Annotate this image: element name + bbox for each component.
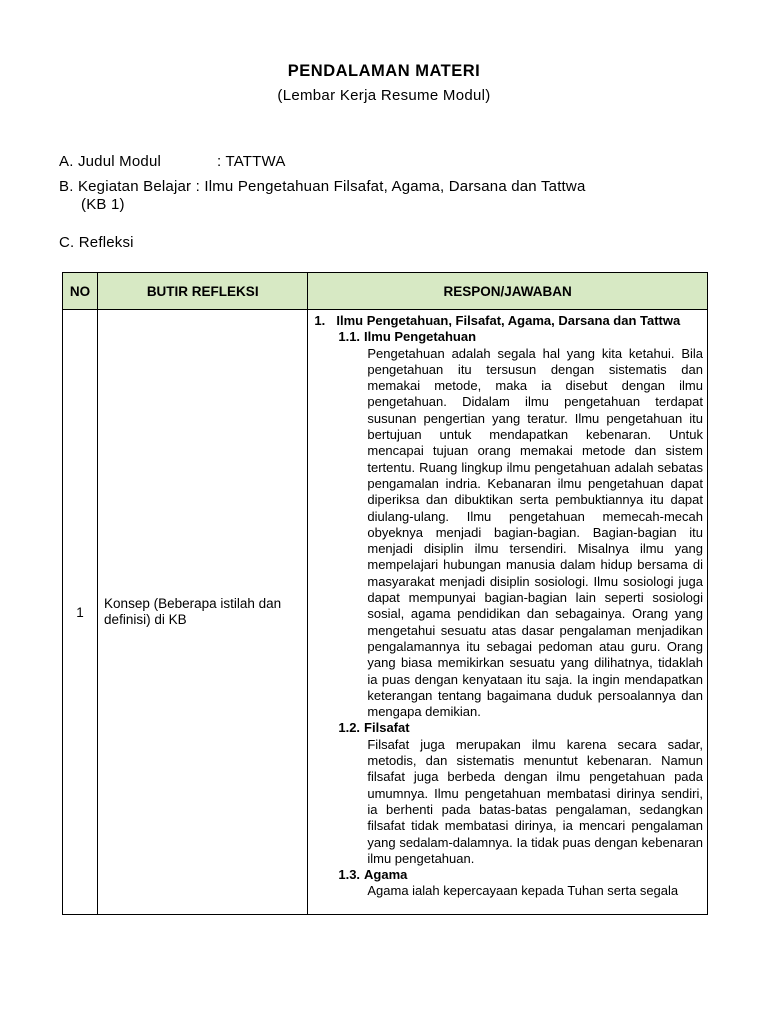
subsection-number: 1.2.	[338, 720, 361, 736]
learning-activity-continuation: (KB 1)	[81, 196, 125, 213]
learning-activity-line	[59, 176, 586, 197]
module-title-label: A. Judul Modul	[59, 153, 162, 170]
table-header-row	[63, 273, 708, 310]
module-title-value: : TATTWA	[217, 153, 286, 170]
learning-activity-label: B. Kegiatan Belajar	[59, 178, 192, 195]
header-butir-refleksi: BUTIR REFLEKSI	[98, 273, 308, 310]
subsection-number: 1.1.	[338, 329, 361, 345]
response-content	[308, 310, 707, 914]
reflection-label: C. Refleksi	[59, 234, 134, 251]
subsection-title: Ilmu Pengetahuan	[364, 329, 477, 345]
section-heading	[314, 313, 703, 329]
subsection-heading-agama	[314, 867, 703, 883]
table-row	[63, 310, 708, 915]
subsection-heading-filsafat	[314, 720, 703, 736]
section-title: Ilmu Pengetahuan, Filsafat, Agama, Darsana dan Tattwa	[336, 313, 681, 328]
page-subtitle: (Lembar Kerja Resume Modul)	[277, 87, 491, 104]
paragraph-ilmu-pengetahuan: Pengetahuan adalah segala hal yang kita ketahui. Bila pengetahuan itu tersusun dengan sistematis dan memakai metode, maka ia disebut dengan ilmu pengetahuan. Didalam ilmu pengetahuan terdapat susunan pengertian yang teratur. Ilmu pengetahuan itu bertujuan untuk mendapatkan kebenaran. Untuk mencapai tujuan orang memakai metode dan sistem tertentu. Ruang lingkup ilmu pengetahuan adalah sebatas pengamalan indria. Kebanaran ilmu pengetahuan dapat diperiksa dan dibuktikan serta pembuktiannya itu dapat diulang-ulang. Ilmu pengetahuan memecah-mecah obyeknya menjadi bagian-bagian. Bagian-bagian itu menjadi disiplin ilmu tersendiri. Misalnya ilmu yang mempelajari hubungan manusia dalam hidup bersama di masyarakat menjadi disiplin sosiologi. Ilmu sosiologi juga dapat mempunyai bagian-bagian lain seperti sosiologi sosial, agama pendidikan dan sebagainya. Orang yang mengetahui sesuatu atas dasar pengalaman menjadikan pengalamannya itu sebagai pedoman atau guru. Orang yang biasa memikirkan sesuatu yang dilihatnya, tidaklah ia puas dengan kenyataan itu saja. Ia ingin mendapatkan keterangan tentang bagaimana duduk persoalannya dan mengapa demikian.	[367, 345, 703, 720]
section-number: 1.	[314, 313, 326, 328]
row-butir: Konsep (Beberapa istilah dan definisi) di KB	[98, 310, 308, 915]
subsection-heading-ilmu-pengetahuan	[314, 329, 703, 345]
module-title-line	[59, 151, 286, 172]
row-number: 1	[63, 310, 98, 915]
paragraph-agama: Agama ialah kepercayaan kepada Tuhan serta segala	[367, 883, 679, 899]
header-no: NO	[63, 273, 98, 310]
subsection-number: 1.3.	[338, 867, 361, 883]
header-respon-jawaban: RESPON/JAWABAN	[308, 273, 708, 310]
row-response	[308, 310, 708, 915]
page-title: PENDALAMAN MATERI	[287, 62, 481, 80]
reflection-table	[62, 272, 708, 915]
learning-activity-value: : Ilmu Pengetahuan Filsafat, Agama, Darsana dan Tattwa	[191, 178, 586, 195]
paragraph-filsafat: Filsafat juga merupakan ilmu karena secara sadar, metodis, dan sistematis menuntut kebenaran. Namun filsafat juga berbeda dengan ilmu pengetahuan pada umumnya. Ilmu pengetahuan membatasi dirinya sendiri, ia berhenti pada batas-batas pengalaman, sedangkan filsafat tidak membatasi dirinya, ia mencari pengalaman yang sedalam-dalamnya. Ia tidak puas dengan kebenaran ilmu pengetahuan.	[367, 736, 703, 866]
subsection-title: Agama	[364, 867, 408, 883]
subsection-title: Filsafat	[364, 720, 410, 736]
